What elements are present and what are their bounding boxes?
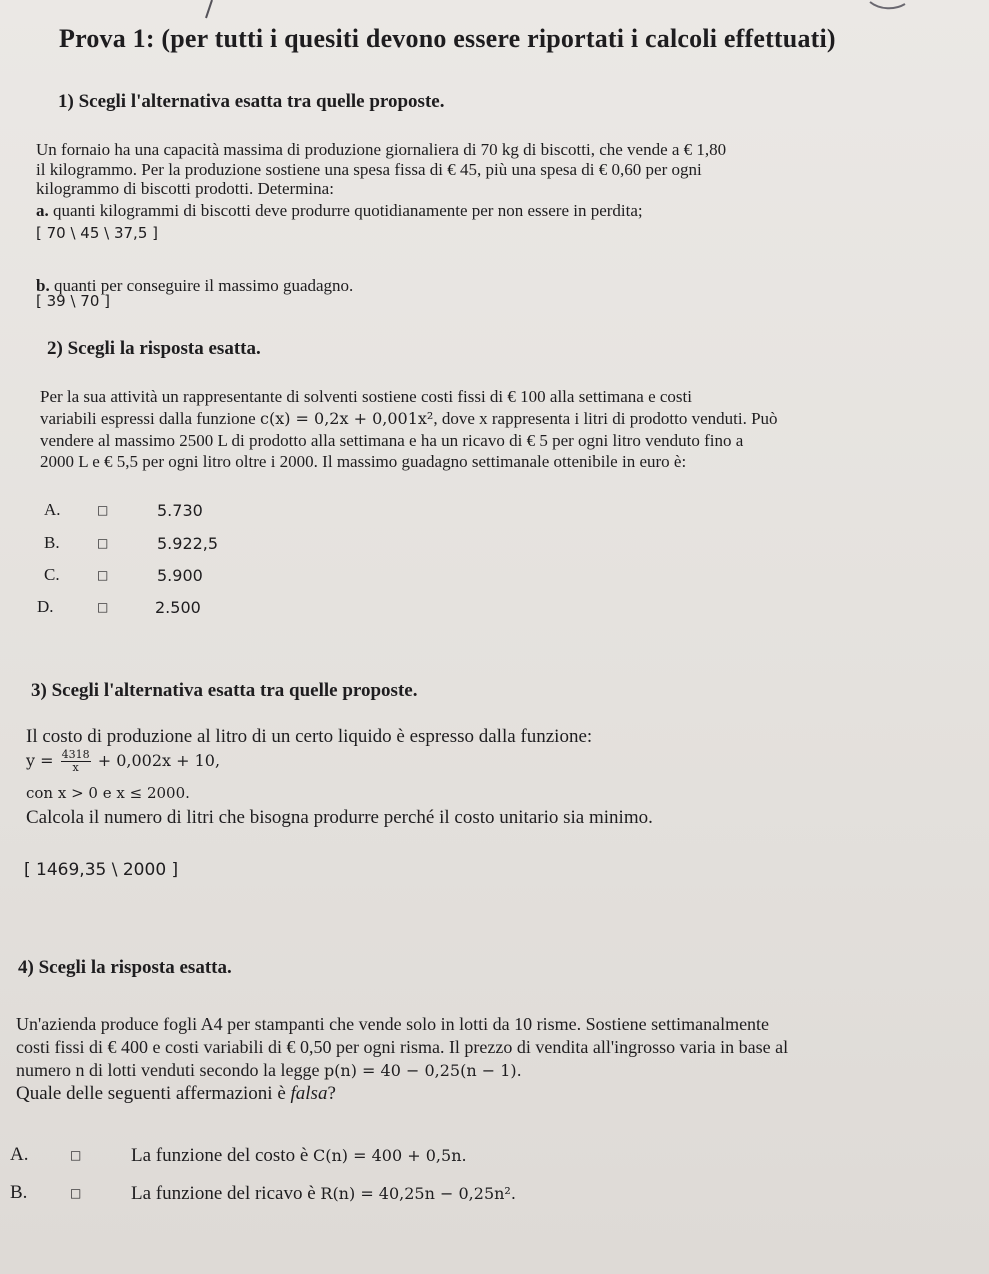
q1-a-label: a. xyxy=(36,201,49,220)
q2-heading: 2) Scegli la risposta esatta. xyxy=(47,338,261,359)
q2-option-b-value: 5.922,5 xyxy=(157,534,219,553)
q2-line-1: Per la sua attività un rappresentante di solventi sostiene costi fissi di € 100 alla settimana e costi xyxy=(40,387,692,406)
q3-y-eq: y = xyxy=(26,751,54,770)
page-title: Prova 1: (per tutti i quesiti devono essere riportati i calcoli effettuati) xyxy=(59,24,836,53)
q1-b-label: b. xyxy=(36,276,50,295)
q1-line-2: il kilogrammo. Per la produzione sostiene una spesa fissa di € 45, più una spesa di € 0,60 per ogni xyxy=(36,160,702,179)
q4-option-a-letter: A. xyxy=(10,1144,29,1165)
q4-option-b-formula: R(n) = 40,25n − 0,25n². xyxy=(320,1184,516,1203)
q3-fraction-numerator: 4318 xyxy=(61,748,90,761)
q3-function xyxy=(26,749,220,774)
q4-price-formula: p(n) = 40 − 0,25(n − 1). xyxy=(323,1061,522,1080)
q1-a-answer: [ 70 \ 45 \ 37,5 ] xyxy=(36,224,158,242)
q4-line-4-italic: falsa xyxy=(290,1083,328,1104)
q1-line-3: kilogrammo di biscotti prodotti. Determina: xyxy=(36,179,334,198)
q4-option-a-label: La funzione del costo è xyxy=(131,1145,314,1166)
q3-line-3: Calcola il numero di litri che bisogna produrre perché il costo unitario sia minimo. xyxy=(26,807,653,828)
q3-line-1: Il costo di produzione al litro di un certo liquido è espresso dalla funzione: xyxy=(26,726,593,747)
q2-line-2-post: , dove x rappresenta i litri di prodotto venduti. Può xyxy=(433,409,778,428)
q2-option-d-value: 2.500 xyxy=(155,598,201,617)
q4-option-b-checkbox[interactable]: □ xyxy=(70,1186,82,1200)
q2-line-2 xyxy=(40,409,778,428)
q2-option-a-checkbox[interactable]: □ xyxy=(97,503,109,517)
q2-option-b-letter: B. xyxy=(44,533,60,552)
q2-option-a-letter: A. xyxy=(44,500,61,519)
q4-line-4-pre: Quale delle seguenti affermazioni è xyxy=(16,1083,291,1104)
q3-heading: 3) Scegli l'alternativa esatta tra quelle proposte. xyxy=(31,680,418,701)
q2-option-c-checkbox[interactable]: □ xyxy=(97,568,109,582)
q2-option-c-letter: C. xyxy=(44,565,60,584)
q4-line-4-post: ? xyxy=(327,1083,336,1104)
q2-option-b-checkbox[interactable]: □ xyxy=(97,536,109,550)
q2-option-a-value: 5.730 xyxy=(157,501,203,520)
q4-option-b-text xyxy=(131,1182,516,1205)
q3-y-rest: + 0,002x + 10, xyxy=(97,751,221,770)
q1-item-a xyxy=(36,201,643,220)
q3-fraction xyxy=(61,749,91,774)
q4-heading: 4) Scegli la risposta esatta. xyxy=(18,957,232,978)
q4-option-a-text xyxy=(131,1144,467,1167)
q4-line-2: costi fissi di € 400 e costi variabili di € 0,50 per ogni risma. Il prezzo di vendita all'ingrosso varia in base al xyxy=(16,1037,789,1057)
q1-b-answer: [ 39 \ 70 ] xyxy=(36,292,111,310)
q2-line-4: 2000 L e € 5,5 per ogni litro oltre i 2000. Il massimo guadagno settimanale ottenibile in euro è: xyxy=(40,452,687,471)
q2-option-c-value: 5.900 xyxy=(157,566,203,585)
q4-line-3 xyxy=(16,1059,522,1082)
q1-heading: 1) Scegli l'alternativa esatta tra quelle proposte. xyxy=(58,91,445,112)
q3-fraction-denominator: x xyxy=(72,761,79,774)
q1-b-text: quanti per conseguire il massimo guadagno. xyxy=(53,276,354,295)
q3-answer: [ 1469,35 \ 2000 ] xyxy=(24,860,179,880)
q2-cost-formula: c(x) = 0,2x + 0,001x² xyxy=(259,409,434,428)
q2-option-d-letter: D. xyxy=(37,597,54,616)
q2-option-d-checkbox[interactable]: □ xyxy=(97,600,109,614)
q1-a-text: quanti kilogrammi di biscotti deve produrre quotidianamente per non essere in perdita; xyxy=(53,201,643,220)
q4-option-b-letter: B. xyxy=(10,1182,28,1203)
q4-option-a-formula: C(n) = 400 + 0,5n. xyxy=(313,1146,467,1165)
q4-option-b-label: La funzione del ricavo è xyxy=(131,1183,321,1204)
q2-line-2-pre: variabili espressi dalla funzione xyxy=(40,409,260,428)
q4-option-a-checkbox[interactable]: □ xyxy=(70,1148,82,1162)
q4-line-1: Un'azienda produce fogli A4 per stampanti che vende solo in lotti da 10 risme. Sostiene settimanalmente xyxy=(16,1014,770,1034)
q2-line-3: vendere al massimo 2500 L di prodotto alla settimana e ha un ricavo di € 5 per ogni litro venduto fino a xyxy=(40,431,744,450)
q4-line-3-pre: numero n di lotti venduti secondo la legge xyxy=(16,1060,324,1080)
q3-condition: con x > 0 e x ≤ 2000. xyxy=(26,784,190,802)
q1-line-1: Un fornaio ha una capacità massima di produzione giornaliera di 70 kg di biscotti, che vende a € 1,80 xyxy=(36,140,727,159)
q4-line-4 xyxy=(16,1082,336,1105)
